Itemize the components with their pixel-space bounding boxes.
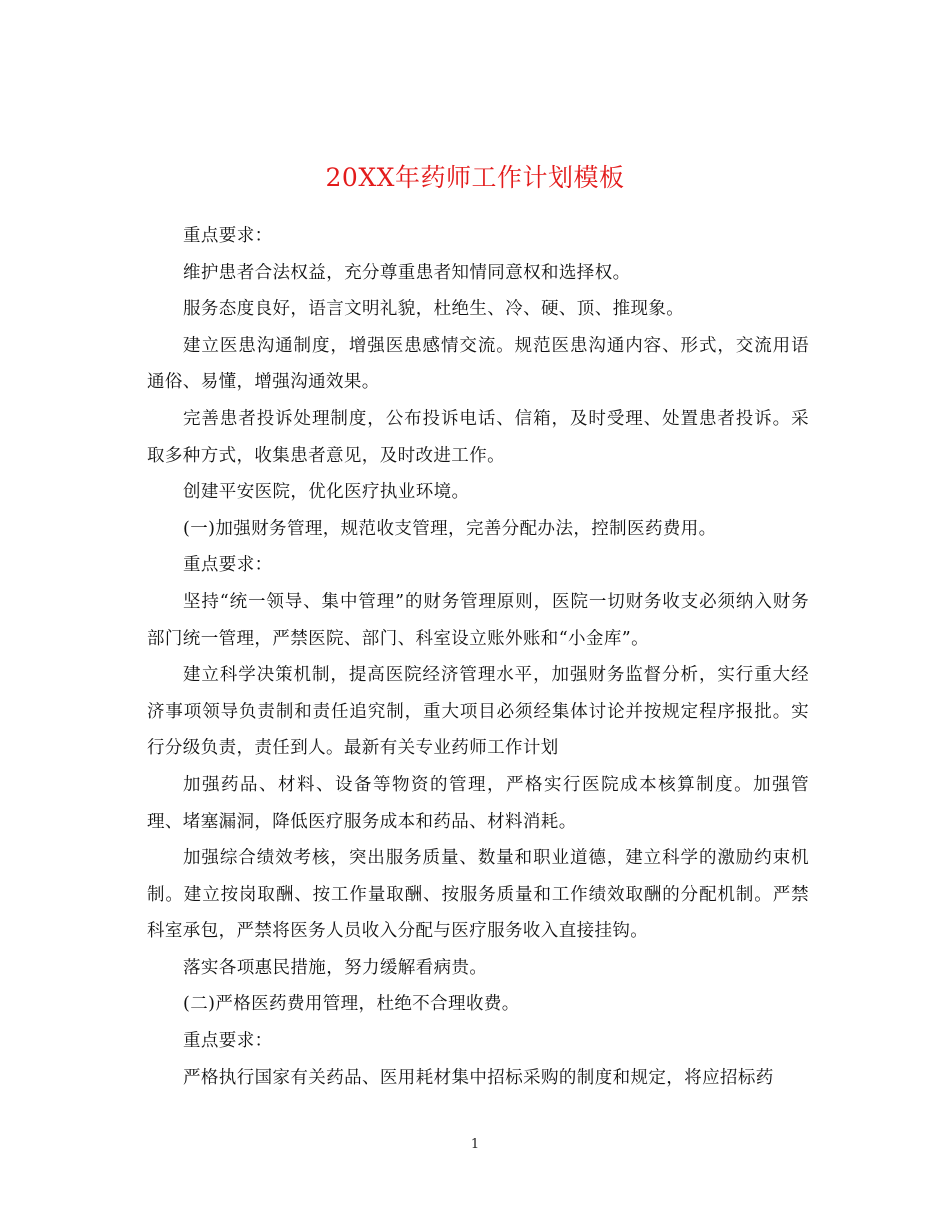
paragraph: 重点要求： [183,226,273,246]
paragraph: 服务态度良好，语言文明礼貌，杜绝生、冷、硬、顶、推现象。 [183,299,685,320]
paragraph: 加强综合绩效考核，突出服务质量、数量和职业道德，建立科学的激励约束机制。建立按岗取酬、按工作量取酬、按服务质量和工作绩效取酬的分配机制。严禁科室承包，严禁将医务人员收入分配与医疗服务收入直接挂钩。 [147,848,809,942]
paragraph: 重点要求： [183,1031,273,1052]
document-title: 20XX年药师工作计划模板 [325,162,625,192]
paragraph: 落实各项惠民措施，努力缓解看病贵。 [183,957,488,978]
paragraph: 维护患者合法权益，充分尊重患者知情同意权和选择权。 [183,262,631,283]
paragraph: 加强药品、材料、设备等物资的管理，严格实行医院成本核算制度。加强管理、堵塞漏洞，降低医疗服务成本和药品、材料消耗。 [147,774,809,832]
paragraph: 完善患者投诉处理制度，公布投诉电话、信箱，及时受理、处置患者投诉。采取多种方式，收集患者意见，及时改进工作。 [147,408,809,466]
document-body [147,218,809,1096]
paragraph: 重点要求： [183,555,273,576]
paragraph: 建立科学决策机制，提高医院经济管理水平，加强财务监督分析，实行重大经济事项领导负责制和责任追究制，重大项目必须经集体讨论并按规定程序报批。实行分级负责，责任到人。最新有关专业药师工作计划 [147,665,809,759]
section-heading: (二)严格医药费用管理，杜绝不合理收费。 [183,994,520,1015]
section-heading: (一)加强财务管理，规范收支管理，完善分配办法，控制医药费用。 [183,518,717,539]
paragraph: 创建平安医院，优化医疗执业环境。 [183,482,470,503]
paragraph: 建立医患沟通制度，增强医患感情交流。规范医患沟通内容、形式，交流用语通俗、易懂，增强沟通效果。 [147,335,809,393]
page-number: 1 [470,1137,480,1152]
paragraph: 坚持“统一领导、集中管理”的财务管理原则，医院一切财务收支必须纳入财务部门统一管理，严禁医院、部门、科室设立账外账和“小金库”。 [147,591,809,649]
paragraph: 严格执行国家有关药品、医用耗材集中招标采购的制度和规定，将应招标药 [183,1067,774,1088]
